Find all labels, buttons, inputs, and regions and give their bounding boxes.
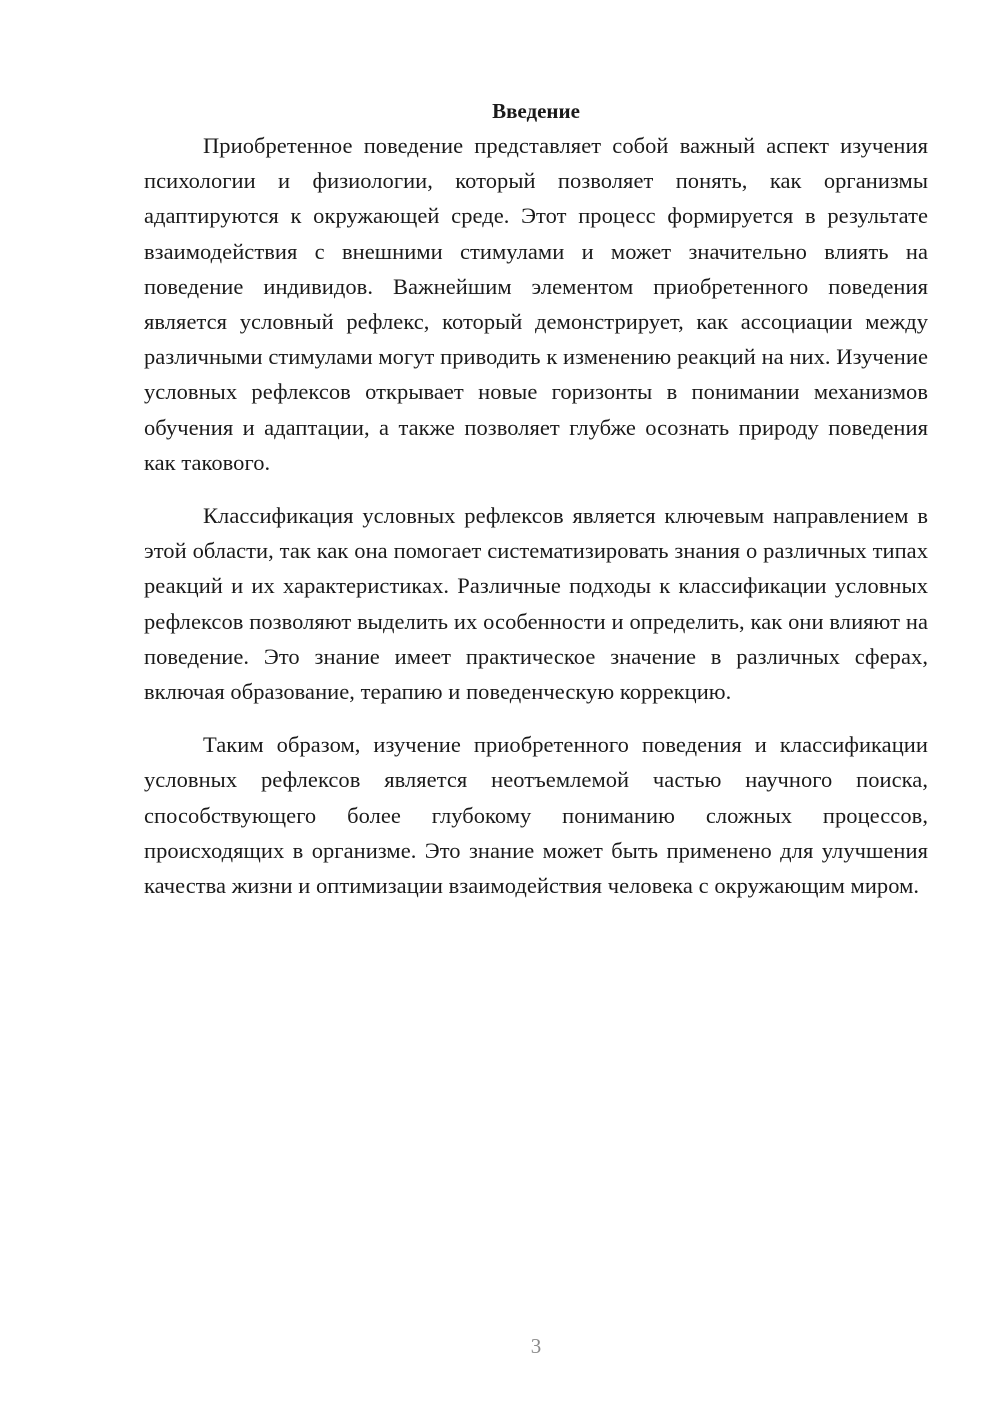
paragraph-1: Приобретенное поведение представляет собой важный аспект изучения психологии и физиологии, который позволяет понять, как организмы адаптируются к окружающей среде. Этот процесс формируется в результате взаимодействия с внешними стимулами и может значительно влиять на поведение индивидов. Важнейшим элементом приобретенного поведения является условный рефлекс, который демонстрирует, как ассоциации между различными стимулами могут приводить к изменению реакций на них. Изучение условных рефлексов открывает новые горизонты в понимании механизмов обучения и адаптации, а также позволяет глубже осознать природу поведения как такового. bbox=[144, 133, 928, 475]
section-heading: Введение bbox=[492, 99, 580, 123]
paragraph-3: Таким образом, изучение приобретенного поведения и классификации условных рефлексов является неотъемлемой частью научного поиска, способствующего более глубокому пониманию сложных процессов, происходящих в организме. Это знание может быть применено для улучшения качества жизни и оптимизации взаимодействия человека с окружающим миром. bbox=[144, 732, 928, 899]
paragraph-2: Классификация условных рефлексов является ключевым направлением в этой области, так как она помогает систематизировать знания о различных типах реакций и их характеристиках. Различные подходы к классификации условных рефлексов позволяют выделить их особенности и определить, как они влияют на поведение. Это знание имеет практическое значение в различных сферах, включая образование, терапию и поведенческую коррекцию. bbox=[144, 503, 928, 705]
page-number: 3 bbox=[530, 1334, 542, 1358]
page-content bbox=[144, 96, 928, 921]
